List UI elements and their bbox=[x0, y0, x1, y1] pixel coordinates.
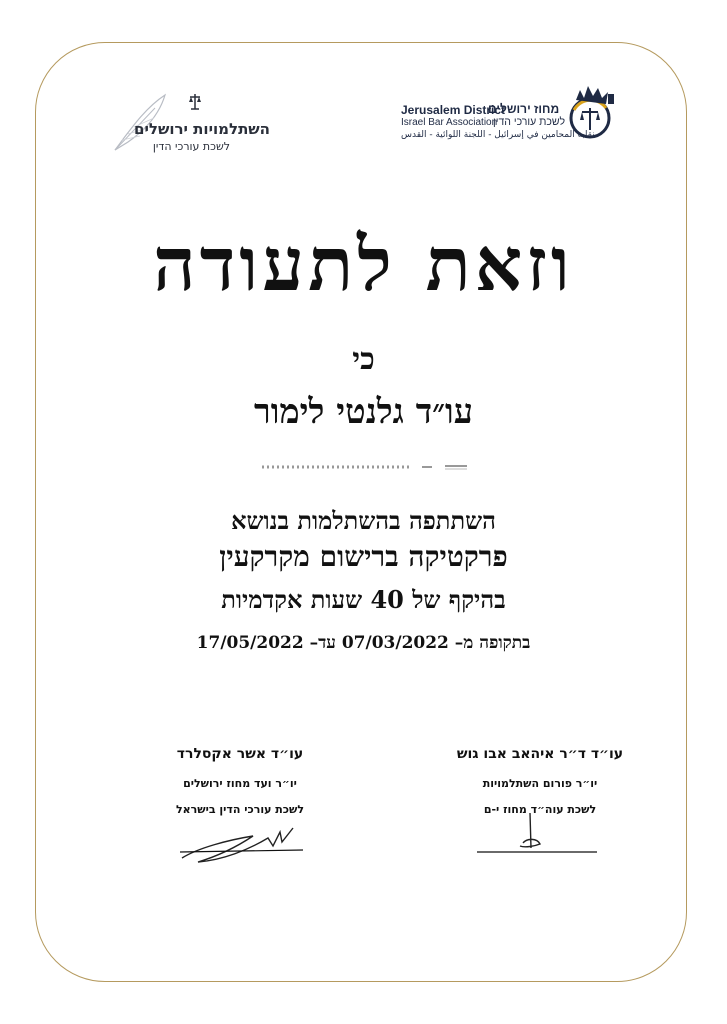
course-hours: בהיקף של 40 שעות אקדמיות bbox=[221, 585, 506, 614]
course-period: בתקופה מ– 07/03/2022 עד– 17/05/2022 bbox=[196, 633, 531, 653]
logo-left-subtitle: לשכת עורכי הדין bbox=[152, 140, 230, 153]
signatory-right bbox=[420, 746, 660, 816]
signature-right bbox=[475, 808, 605, 863]
signatory-left-name: עו״ד אשר אקסלרד bbox=[176, 746, 304, 762]
participation-line: השתתפה בהשתלמות בנושא bbox=[231, 506, 496, 535]
logo-ar-line: نقابة المحامين في إسرائيل - اللجنة اللوائية - القدس bbox=[401, 130, 595, 140]
scales-icon bbox=[188, 93, 202, 111]
signatory-left-role1: יו״ר ועד מחוז ירושלים bbox=[183, 777, 297, 790]
logo-jerusalem-district bbox=[398, 80, 618, 145]
signatory-left bbox=[120, 746, 360, 816]
logo-jerusalem-training bbox=[110, 90, 270, 160]
logo-he-assoc: לשכת עורכי הדין bbox=[493, 116, 566, 128]
logo-en-district: Jerusalem District bbox=[401, 103, 506, 117]
signatory-right-name: עו״ד ד״ר איהאב אבו גוש bbox=[456, 746, 624, 762]
logo-en-assoc: Israel Bar Association bbox=[401, 117, 498, 128]
dotted-separator bbox=[262, 462, 467, 472]
bar-association-emblem-icon bbox=[568, 80, 618, 142]
logo-left-title: השתלמויות ירושלים bbox=[134, 120, 270, 138]
signatory-right-role1: יו״ר פורום השתלמויות bbox=[482, 777, 598, 790]
certificate-title: וזאת לתעודה bbox=[153, 222, 574, 308]
signature-left bbox=[178, 818, 308, 868]
logo-he-district: מחוז ירושלים bbox=[488, 102, 560, 116]
recipient-name: עו״ד גלנטי לימור bbox=[254, 392, 473, 432]
signatory-left-role2: לשכת עורכי הדין בישראל bbox=[175, 803, 305, 816]
course-topic: פרקטיקה ברישום מקרקעין bbox=[219, 540, 508, 573]
certificate-ki: כי bbox=[352, 342, 375, 377]
signatory-right-role2: לשכת עוה״ד מחוז י-ם bbox=[483, 803, 597, 816]
